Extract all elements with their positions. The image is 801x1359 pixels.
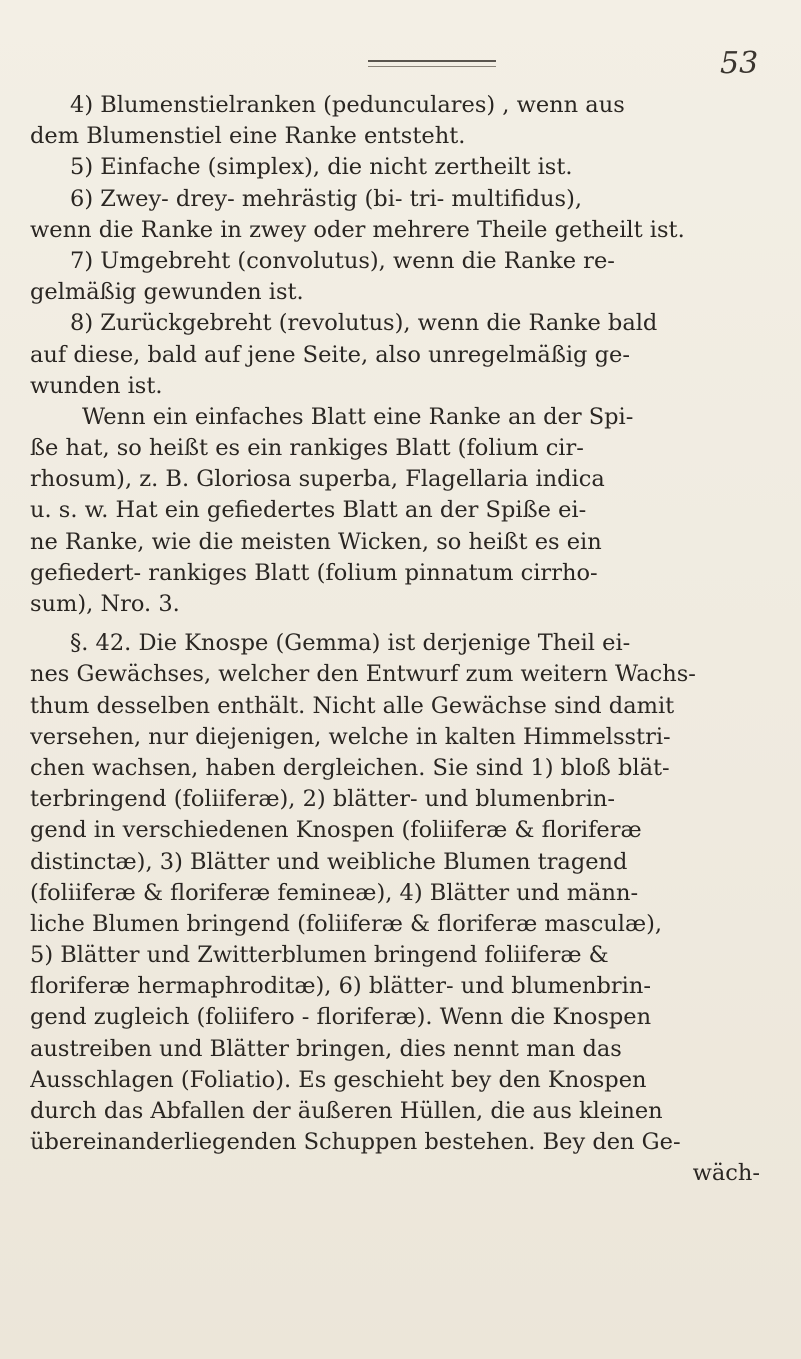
text-line: chen wachsen, haben dergleichen. Sie sind 1) bloß blät- (30, 754, 670, 781)
text-line: Wenn ein einfaches Blatt eine Ranke an der Spi- (82, 403, 634, 430)
text-line: u. s. w. Hat ein gefiedertes Blatt an der Spiße ei- (30, 497, 587, 524)
text-line: 6) Zwey- drey- mehrästig (bi- tri- multifidus), (70, 185, 583, 212)
text-line: rhosum), z. B. Gloriosa superba, Flagellaria indica (30, 466, 605, 493)
text-line: nes Gewächses, welcher den Entwurf zum weitern Wachs- (30, 661, 696, 688)
text-line: wäch- (692, 1160, 760, 1187)
body-text (30, 90, 772, 1190)
header-rule (368, 60, 496, 67)
text-line: gefiedert- rankiges Blatt (folium pinnatum cirrho- (30, 559, 598, 586)
text-line: durch das Abfallen der äußeren Hüllen, die aus kleinen (30, 1098, 663, 1124)
text-line: wenn die Ranke in zwey oder mehrere Theile getheilt ist. (30, 216, 685, 243)
text-line: 7) Umgebreht (convolutus), wenn die Ranke re- (70, 247, 615, 274)
text-line: 5) Einfache (simplex), die nicht zertheilt ist. (70, 154, 573, 181)
text-line: terbringend (foliiferæ), 2) blätter- und blumenbrin- (30, 786, 615, 813)
text-line: 4) Blumenstielranken (pedunculares) , wenn aus (70, 92, 625, 118)
text-line: dem Blumenstiel eine Ranke entsteht. (30, 123, 466, 150)
page-number: 53 (720, 46, 759, 81)
text-line: (foliiferæ & floriferæ femineæ), 4) Blätter und männ- (30, 879, 639, 906)
text-line: gelmäßig gewunden ist. (30, 279, 304, 306)
text-line: ße hat, so heißt es ein rankiges Blatt (folium cir- (30, 435, 584, 462)
text-line: wunden ist. (30, 372, 163, 399)
text-line: versehen, nur diejenigen, welche in kalten Himmelsstri- (30, 723, 671, 750)
text-line: austreiben und Blätter bringen, dies nennt man das (30, 1035, 622, 1062)
text-line: übereinanderliegenden Schuppen bestehen. Bey den Ge- (30, 1129, 681, 1156)
text-line: sum), Nro. 3. (30, 591, 180, 617)
text-line: §. 42. Die Knospe (Gemma) ist derjenige Theil ei- (70, 630, 631, 657)
text-line: gend in verschiedenen Knospen (foliiferæ & floriferæ (30, 817, 642, 844)
text-line: liche Blumen bringend (foliiferæ & floriferæ masculæ), (30, 910, 663, 937)
text-line: ne Ranke, wie die meisten Wicken, so heißt es ein (30, 528, 602, 555)
text-line: distinctæ), 3) Blätter und weibliche Blumen tragend (30, 848, 628, 875)
text-line: 5) Blätter und Zwitterblumen bringend foliiferæ & (30, 942, 609, 969)
text-line: 8) Zurückgebreht (revolutus), wenn die Ranke bald (70, 310, 658, 337)
text-line: Ausschlagen (Foliatio). Es geschieht bey den Knospen (30, 1066, 647, 1093)
paragraph-gap (30, 620, 772, 628)
text-line: auf diese, bald auf jene Seite, also unregelmäßig ge- (30, 341, 630, 368)
text-line: floriferæ hermaphroditæ), 6) blätter- und blumenbrin- (30, 973, 651, 1000)
text-line: gend zugleich (foliifero - floriferæ). Wenn die Knospen (30, 1004, 652, 1031)
text-line: thum desselben enthält. Nicht alle Gewächse sind damit (30, 692, 675, 719)
